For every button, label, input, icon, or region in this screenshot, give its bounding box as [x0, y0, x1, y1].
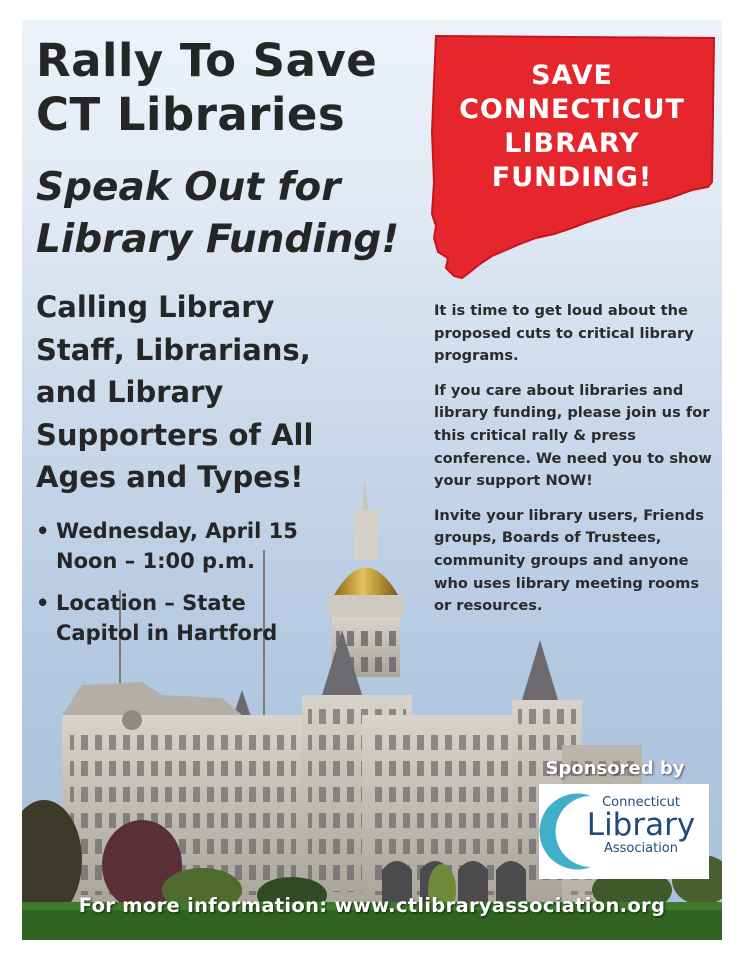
subtitle-line: Speak Out for: [36, 165, 341, 210]
subtitle-line: Library Funding!: [36, 217, 400, 262]
title-line: Rally To Save: [36, 34, 378, 87]
event-location: Location – State: [56, 591, 246, 615]
logo-association: Association: [603, 841, 679, 856]
callout-line: LIBRARY: [504, 128, 640, 159]
rally-title: [36, 34, 377, 142]
event-date: Wednesday, April 15: [56, 519, 298, 543]
audience-line: Staff, Librarians,: [36, 332, 311, 367]
callout-line: SAVE: [531, 60, 613, 91]
audience-line: Ages and Types!: [36, 460, 304, 494]
description-paragraph: It is time to get loud about the proposed cuts to critical library programs.: [434, 302, 694, 365]
event-location-detail: Capitol in Hartford: [56, 621, 278, 645]
event-location-item: [36, 588, 298, 648]
audience-line: Calling Library: [36, 290, 275, 324]
logo-wordmark: [577, 796, 705, 856]
more-info-footer: For more information: www.ctlibraryassociation.org: [78, 894, 666, 917]
event-date-item: [36, 516, 298, 576]
event-details: [36, 516, 298, 660]
callout-line: FUNDING!: [491, 162, 653, 193]
flyer: [22, 20, 722, 940]
audience-heading: [36, 286, 376, 499]
sponsor-label: Sponsored by: [545, 758, 685, 779]
audience-line: and Library: [36, 375, 224, 409]
logo-library: Library: [586, 807, 696, 843]
bullet-icon: •: [36, 591, 50, 615]
callout-text: [446, 59, 698, 195]
title-line: CT Libraries: [36, 88, 346, 141]
description-paragraph: If you care about libraries and library funding, please join us for this critical rally & press conference. We need you to show your support NOW!: [434, 381, 712, 490]
event-time: Noon – 1:00 p.m.: [56, 549, 255, 573]
logo-connecticut: Connecticut: [602, 795, 680, 810]
description-paragraph: Invite your library users, Friends groups, Boards of Trustees, community groups and anyone who uses library meeting rooms or resources.: [434, 506, 704, 615]
connecticut-shape-callout: [426, 32, 716, 282]
audience-line: Supporters of All: [36, 417, 314, 452]
bullet-icon: •: [36, 519, 50, 543]
cla-logo: [539, 784, 709, 879]
rally-subtitle: [36, 162, 399, 266]
callout-line: CONNECTICUT: [459, 94, 685, 125]
